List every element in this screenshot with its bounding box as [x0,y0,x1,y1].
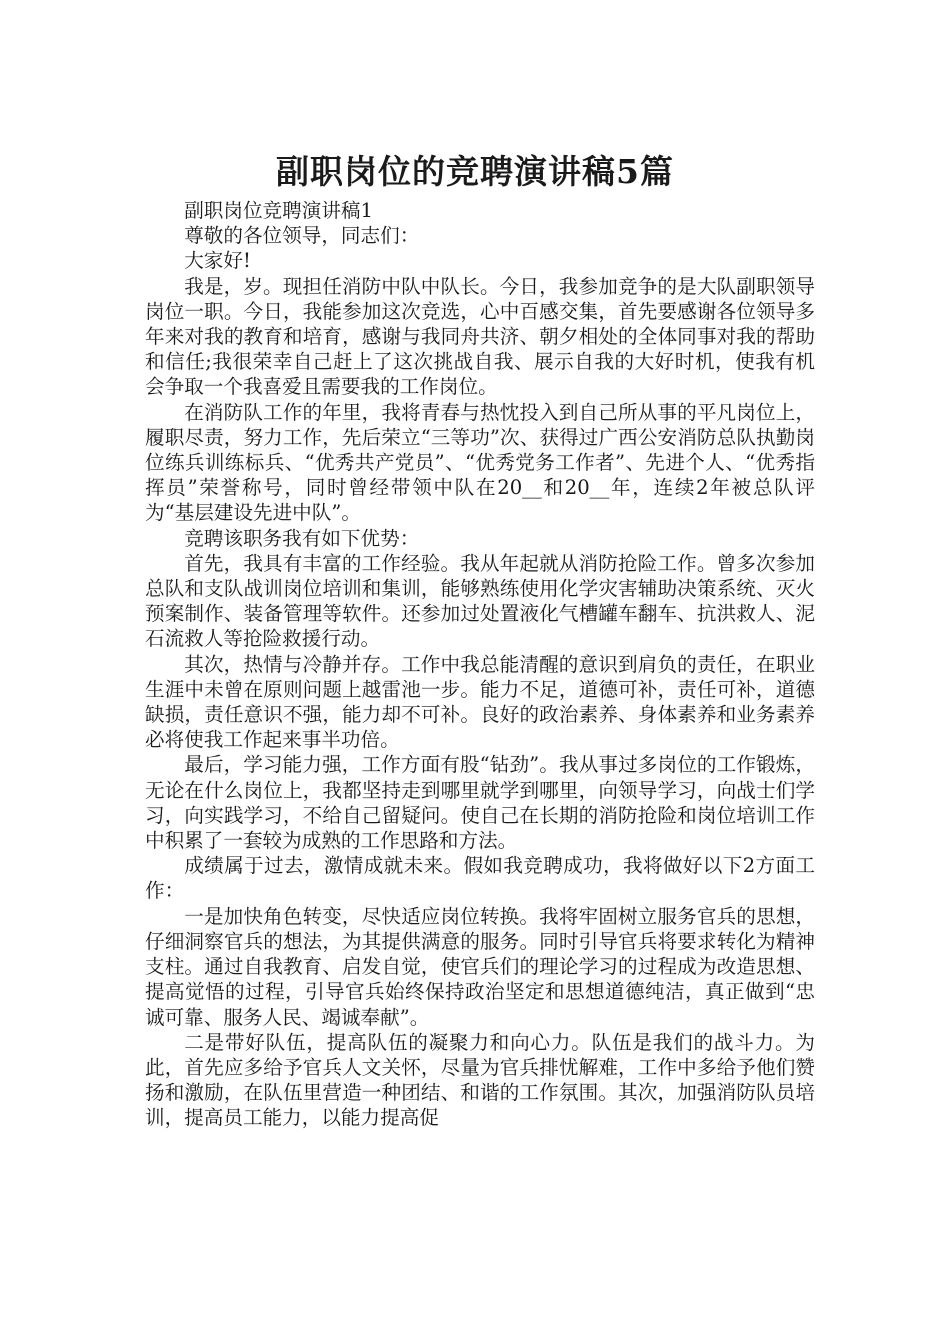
subtitle-paragraph: 副职岗位竞聘演讲稿1 [184,199,373,222]
body-paragraph: 最后，学习能力强，工作方面有股“钻劲”。我从事过多岗位的工作锻炼，无论在什么岗位上，我都坚持走到哪里就学到哪里，向领导学习，向战士们学习，向实践学习，不给自己留疑问。使自己在长期的消防抢险和岗位培训工作中积累了一套较为成熟的工作思路和方法。 [145,753,815,853]
body-paragraph: 在消防队工作的年里，我将青春与热忱投入到自己所从事的平凡岗位上，履职尽责，努力工作，先后荣立“三等功”次、获得过广西公安消防总队执勤岗位练兵训练标兵、“优秀共产党员”、“优秀党务工作者”、先进个人、“优秀指挥员”荣誉称号，同时曾经带领中队在20__和20__年，连续2年被总队评为“基层建设先进中队”。 [145,400,815,525]
body-paragraph: 成绩属于过去，激情成就未来。假如我竞聘成功，我将做好以下2方面工作： [145,854,815,903]
body-paragraph: 竞聘该职务我有如下优势： [184,526,420,550]
document-body [145,198,815,1131]
salutation-paragraph: 尊敬的各位领导，同志们： [184,224,420,248]
body-paragraph: 其次，热情与冷静并存。工作中我总能清醒的意识到肩负的责任，在职业生涯中未曾在原则问题上越雷池一步。能力不足，道德可补，责任可补，道德缺损，责任意识不强，能力却不可补。良好的政治素养、身体素养和业务素养必将使我工作起来事半功倍。 [145,652,815,752]
body-paragraph: 我是，岁。现担任消防中队中队长。今日，我参加竞争的是大队副职领导岗位一职。今日，我能参加这次竞选，心中百感交集，首先要感谢各位领导多年来对我的教育和培育，感谢与我同舟共济、朝夕相处的全体同事对我的帮助和信任;我很荣幸自己赶上了这次挑战自我、展示自我的大好时机，使我有机会争取一个我喜爱且需要我的工作岗位。 [145,274,815,399]
body-paragraph: 二是带好队伍，提高队伍的凝聚力和向心力。队伍是我们的战斗力。为此，首先应多给予官兵人文关怀，尽量为官兵排忧解难，工作中多给予他们赞扬和激励，在队伍里营造一种团结、和谐的工作氛围。其次，加强消防队员培训，提高员工能力，以能力提高促 [145,1030,815,1130]
body-paragraph: 一是加快角色转变，尽快适应岗位转换。我将牢固树立服务官兵的思想，仔细洞察官兵的想法，为其提供满意的服务。同时引导官兵将要求转化为精神支柱。通过自我教育、启发自觉，使官兵们的理论学习的过程成为改造思想、提高觉悟的过程，引导官兵始终保持政治坚定和思想道德纯洁，真正做到“忠诚可靠、服务人民、竭诚奉献”。 [145,904,815,1029]
greeting-paragraph: 大家好! [184,249,251,273]
body-paragraph: 首先，我具有丰富的工作经验。我从年起就从消防抢险工作。曾多次参加总队和支队战训岗位培训和集训，能够熟练使用化学灾害辅助决策系统、灭火预案制作、装备管理等软件。还参加过处置液化气槽罐车翻车、抗洪救人、泥石流救人等抢险救援行动。 [145,551,815,651]
document-title: 副职岗位的竞聘演讲稿5篇 [276,152,674,192]
